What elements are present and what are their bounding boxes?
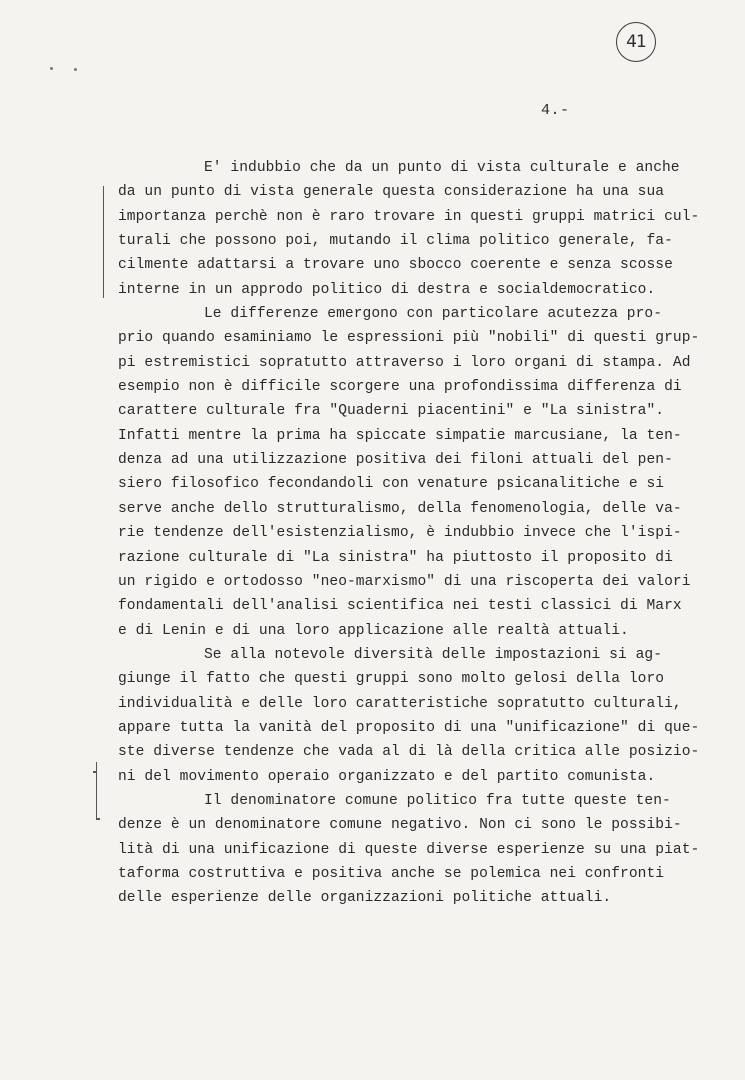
text-line: razione culturale di "La sinistra" ha piuttosto il proposito di bbox=[118, 549, 673, 566]
text-line: serve anche dello strutturalismo, della fenomenologia, delle va- bbox=[118, 500, 682, 517]
margin-mark bbox=[96, 818, 100, 820]
text-line: rie tendenze dell'esistenzialismo, è indubbio invece che l'ispi- bbox=[118, 525, 682, 542]
scan-speck bbox=[74, 68, 77, 71]
text-line: e di Lenin e di una loro applicazione alle realtà attuali. bbox=[118, 622, 629, 639]
text-line: turali che possono poi, mutando il clima politico generale, fa- bbox=[118, 233, 673, 250]
text-line: carattere culturale fra "Quaderni piacentini" e "La sinistra". bbox=[118, 403, 665, 420]
text-line: fondamentali dell'analisi scientifica nei testi classici di Marx bbox=[118, 598, 682, 615]
scan-speck bbox=[50, 67, 53, 70]
text-line: esempio non è difficile scorgere una profondissima differenza di bbox=[118, 379, 682, 396]
text-line: denze è un denominatore comune negativo. Non ci sono le possibi- bbox=[118, 817, 682, 834]
text-line: ni del movimento operaio organizzato e del partito comunista. bbox=[118, 768, 656, 785]
text-line: Il denominatore comune politico fra tutte queste ten- bbox=[204, 792, 671, 809]
text-line: appare tutta la vanità del proposito di una "unificazione" di que- bbox=[118, 719, 700, 736]
text-line: pi estremistici sopratutto attraverso i loro organi di stampa. Ad bbox=[118, 354, 691, 371]
text-line: Le differenze emergono con particolare acutezza pro- bbox=[204, 306, 662, 323]
page-stamp-number: 41 bbox=[626, 32, 646, 52]
text-line: interne in un approdo politico di destra e socialdemocratico. bbox=[118, 281, 656, 298]
text-line: importanza perchè non è raro trovare in questi gruppi matrici cul- bbox=[118, 208, 700, 225]
page-number: 4.- bbox=[541, 102, 570, 119]
page-stamp bbox=[616, 22, 656, 62]
text-line: un rigido e ortodosso "neo-marxismo" di una riscoperta dei valori bbox=[118, 573, 691, 590]
body-text bbox=[118, 156, 700, 911]
margin-mark bbox=[103, 186, 104, 298]
text-line: E' indubbio che da un punto di vista culturale e anche bbox=[204, 160, 680, 176]
text-line: ste diverse tendenze che vada al di là della critica alle posizio- bbox=[118, 744, 700, 761]
text-line: individualità e delle loro caratteristiche sopratutto culturali, bbox=[118, 695, 682, 712]
text-line: siero filosofico fecondandoli con venature psicanalitiche e si bbox=[118, 476, 665, 493]
text-line: cilmente adattarsi a trovare uno sbocco coerente e senza scosse bbox=[118, 257, 673, 274]
text-line: da un punto di vista generale questa considerazione ha una sua bbox=[118, 184, 665, 201]
text-line: prio quando esaminiamo le espressioni più "nobili" di questi grup- bbox=[118, 330, 700, 347]
text-line: Infatti mentre la prima ha spiccate simpatie marcusiane, la ten- bbox=[118, 427, 682, 444]
text-line: denza ad una utilizzazione positiva dei filoni attuali del pen- bbox=[118, 452, 673, 469]
margin-mark bbox=[93, 771, 97, 773]
text-line: Se alla notevole diversità delle impostazioni si ag- bbox=[204, 646, 662, 663]
text-line: delle esperienze delle organizzazioni politiche attuali. bbox=[118, 890, 612, 907]
text-line: lità di una unificazione di queste diverse esperienze su una piat- bbox=[118, 841, 700, 858]
text-line: giunge il fatto che questi gruppi sono molto gelosi della loro bbox=[118, 671, 665, 688]
text-line: taforma costruttiva e positiva anche se polemica nei confronti bbox=[118, 865, 665, 882]
